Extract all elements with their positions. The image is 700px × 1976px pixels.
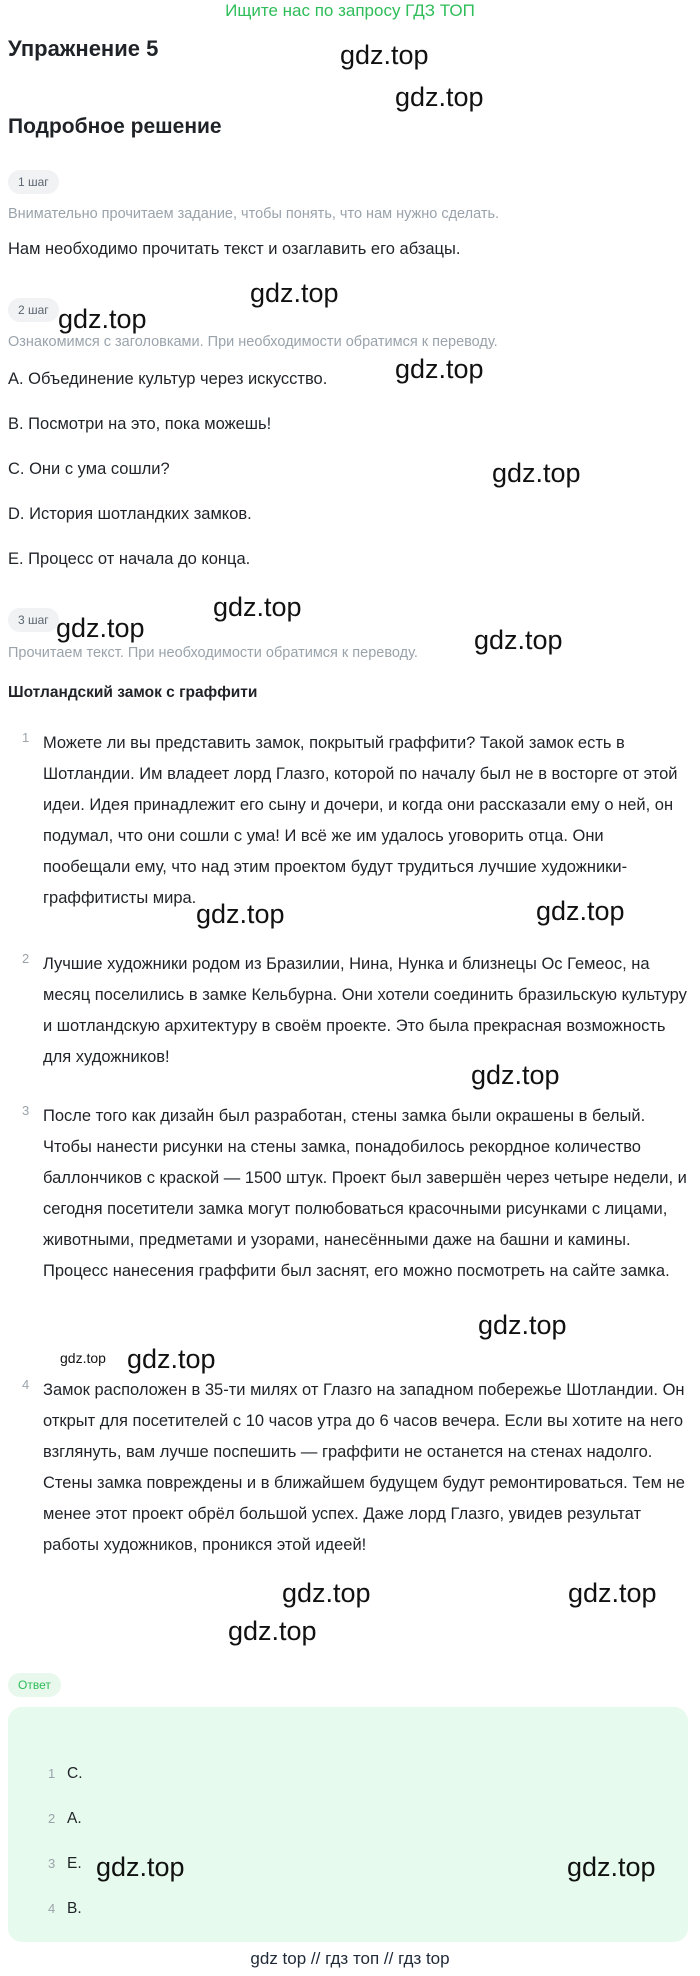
answer-item-3 (48, 1855, 82, 1873)
answer-value: A. (67, 1810, 82, 1827)
answer-badge: Ответ (8, 1673, 61, 1697)
paragraph-text: Можете ли вы представить замок, покрытый граффити? Такой замок есть в Шотландии. Им владеет лорд Глазго, которой по началу был не в восторге от этой идеи. Идея принадлежит его сыну и дочери, и когда они рассказали ему о ней, он подумал, что они сошли с ума! И всё же им удалось уговорить отца. Они пообещали ему, что над этим проектом будут трудиться лучшие художники-граффитисты мира. (43, 734, 678, 907)
answer-item-4 (48, 1900, 82, 1918)
watermark: gdz.top (478, 1310, 567, 1340)
watermark: gdz.top (395, 82, 484, 112)
heading-option-c: C. Они с ума сошли? (8, 460, 170, 478)
answer-item-1 (48, 1765, 83, 1783)
watermark: gdz.top (250, 278, 339, 308)
watermark: gdz.top (471, 1060, 560, 1090)
paragraph-2 (22, 949, 692, 1073)
answer-box (8, 1707, 688, 1942)
paragraph-text: После того как дизайн был разработан, стены замка были окрашены в белый. Чтобы нанести рисунки на стены замка, понадобилось рекордное количество баллончиков с краской — 1500 штук. Проект был завершён через четыре недели, и сегодня посетители замка могут полюбоваться красочными рисунками с лицами, животными, предметами и узорами, нанесёнными даже на башни и камины. Процесс нанесения граффити был заснят, его можно посмотреть на сайте замка. (43, 1107, 687, 1280)
watermark: gdz.top (492, 458, 581, 488)
paragraph-number: 1 (22, 730, 30, 745)
paragraph-number: 2 (22, 951, 30, 966)
heading-option-e: E. Процесс от начала до конца. (8, 550, 251, 568)
watermark: gdz.top (213, 592, 302, 622)
answer-number: 3 (48, 1856, 56, 1871)
watermark: gdz.top (340, 40, 429, 70)
paragraph-text: Замок расположен в 35-ти милях от Глазго на западном побережье Шотландии. Он открыт для посетителей с 10 часов утра до 6 часов вечера. Если вы хотите на него взглянуть, вам лучше поспешить — граффити не останется на стенах надолго. Стены замка повреждены и в ближайшем будущем будут ремонтироваться. Тем не менее этот проект обрёл большой успех. Даже лорд Глазго, увидев результат работы художников, проникся этой идеей! (43, 1381, 685, 1554)
paragraph-3 (22, 1101, 692, 1287)
watermark: gdz.top (395, 354, 484, 384)
solution-title: Подробное решение (8, 115, 222, 138)
answer-value: C. (67, 1765, 83, 1782)
watermark: gdz.top (58, 304, 147, 334)
watermark: gdz.top (60, 1350, 106, 1366)
step-3-badge: 3 шаг (8, 608, 59, 632)
answer-number: 1 (48, 1766, 56, 1781)
watermark: gdz.top (96, 1852, 185, 1882)
step-3-hint: Прочитаем текст. При необходимости обратимся к переводу. (8, 645, 418, 661)
watermark: gdz.top (127, 1344, 216, 1374)
heading-option-a: A. Объединение культур через искусство. (8, 370, 328, 388)
step-1-badge: 1 шаг (8, 170, 59, 194)
answer-number: 4 (48, 1901, 56, 1916)
heading-option-d: D. История шотландких замков. (8, 505, 252, 523)
paragraph-number: 3 (22, 1103, 30, 1118)
step-2-badge: 2 шаг (8, 298, 59, 322)
task-text: Нам необходимо прочитать текст и озаглавить его абзацы. (8, 240, 461, 258)
watermark: gdz.top (474, 625, 563, 655)
watermark: gdz.top (536, 896, 625, 926)
step-1-hint: Внимательно прочитаем задание, чтобы понять, что нам нужно сделать. (8, 206, 500, 222)
exercise-title: Упражнение 5 (8, 36, 159, 61)
watermark: gdz.top (56, 613, 145, 643)
answer-number: 2 (48, 1811, 56, 1826)
answer-item-2 (48, 1810, 82, 1828)
top-banner[interactable]: Ищите нас по запросу ГДЗ ТОП (225, 1, 475, 20)
paragraph-1 (22, 728, 692, 914)
paragraph-4 (22, 1375, 692, 1561)
paragraph-text: Лучшие художники родом из Бразилии, Нина, Нунка и близнецы Ос Гемеос, на месяц поселились в замке Кельбурна. Они хотели соединить бразильскую культуру и шотландскую архитектуру в своём проекте. Это была прекрасная возможность для художников! (43, 955, 687, 1066)
watermark: gdz.top (567, 1852, 656, 1882)
watermark: gdz.top (568, 1578, 657, 1608)
answer-value: E. (67, 1855, 82, 1872)
heading-option-b: B. Посмотри на это, пока можешь! (8, 415, 272, 433)
answer-value: B. (67, 1900, 82, 1917)
watermark: gdz.top (282, 1578, 371, 1608)
paragraph-number: 4 (22, 1377, 30, 1392)
footer-links[interactable]: gdz top // гдз топ // гдз top (250, 1949, 450, 1968)
watermark: gdz.top (228, 1616, 317, 1646)
text-title: Шотландский замок с граффити (8, 684, 258, 701)
step-2-hint: Ознакомимся с заголовками. При необходимости обратимся к переводу. (8, 334, 498, 350)
watermark: gdz.top (196, 899, 285, 929)
